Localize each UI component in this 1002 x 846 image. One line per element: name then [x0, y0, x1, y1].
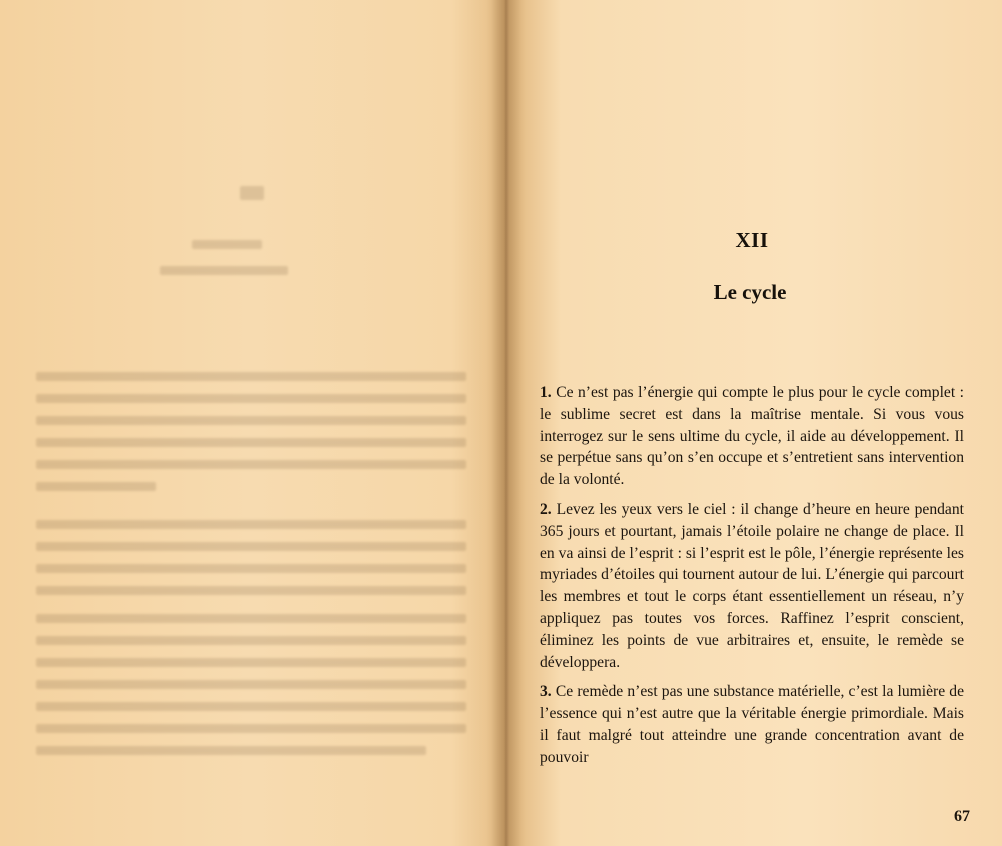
ghost-mark: [36, 636, 466, 645]
paragraph-text: Ce n’est pas l’énergie qui compte le plus pour le cycle complet : le sublime secret est dans la maîtrise mentale. Si vous vous interrogez sur le sens ultime du cycle, il aide au développement. Il se perpétue sans qu’on s’en occupe et s’entretient sans intervention de la volonté.: [540, 384, 964, 489]
body-text: [540, 382, 964, 777]
ghost-mark: [36, 372, 466, 381]
ghost-mark: [36, 614, 466, 623]
ghost-mark: [36, 520, 466, 529]
ghost-mark: [36, 702, 466, 711]
paragraph-1: [540, 382, 964, 491]
ghost-mark: [192, 240, 262, 249]
paragraph-text: Levez les yeux vers le ciel : il change d’heure en heure pendant 365 jours et pourtant, jamais l’étoile polaire ne change de place. Il en va ainsi de l’esprit : si l’esprit est le pôle, l’énergie représente les myriades d’étoiles qui tournent autour de lui. L’énergie qui parcourt les membres et tout le corps étant essentiellement un réseau, n’y appliquez pas toutes vos forces. Raffinez l’esprit conscient, éliminez les points de vue arbitraires et, ensuite, le remède se développera.: [540, 500, 964, 671]
left-page-bleedthrough: [0, 0, 500, 846]
ghost-mark: [36, 724, 466, 733]
ghost-mark: [36, 746, 426, 755]
ghost-mark: [160, 266, 288, 275]
ghost-mark: [36, 394, 466, 403]
ghost-mark: [36, 564, 466, 573]
paragraph-3: [540, 681, 964, 768]
paragraph-number: 1.: [540, 384, 552, 401]
paragraph-number: 3.: [540, 683, 552, 701]
ghost-mark: [36, 438, 466, 447]
ghost-mark: [36, 542, 466, 551]
page-number: 67: [954, 808, 970, 825]
chapter-title: Le cycle: [713, 280, 787, 304]
chapter-number: XII: [735, 228, 769, 252]
paragraph-text: Ce remède n’est pas une substance matérielle, c’est la lumière de l’essence qui n’est autre que la véritable énergie primordiale. Mais il faut malgré tout atteindre une grande concentration avant de pouvoir: [540, 683, 964, 766]
ghost-mark: [240, 186, 264, 200]
ghost-mark: [36, 658, 466, 667]
ghost-mark: [36, 416, 466, 425]
paragraph-2: [540, 499, 964, 673]
ghost-mark: [36, 680, 466, 689]
ghost-mark: [36, 586, 466, 595]
ghost-mark: [36, 482, 156, 491]
paragraph-number: 2.: [540, 500, 552, 518]
ghost-mark: [36, 460, 466, 469]
